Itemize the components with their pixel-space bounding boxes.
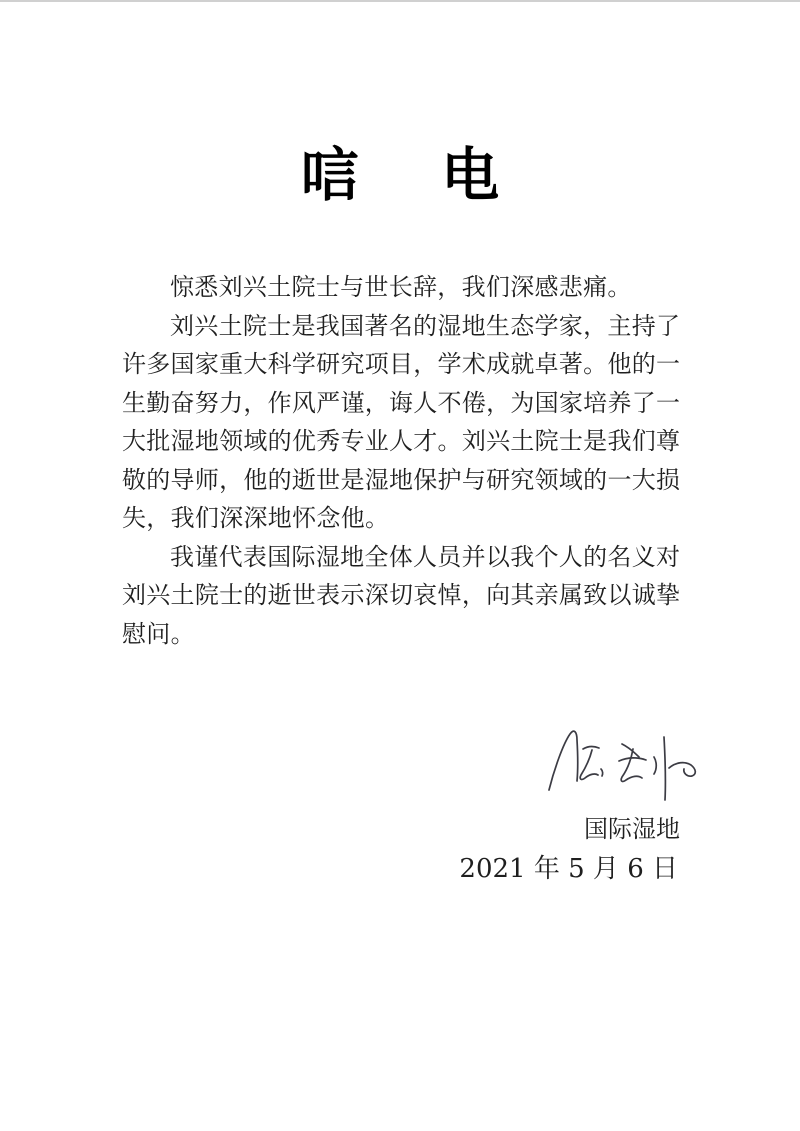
signature-date: 2021 年 5 月 6 日 xyxy=(459,854,678,884)
body-line: 刘兴土院士是我国著名的湿地生态学家，主持了 xyxy=(170,311,680,340)
body-line: 刘兴土院士的逝世表示深切哀悼，向其亲属致以诚挚 xyxy=(122,581,680,609)
letter-title: 唁 电 xyxy=(300,141,500,209)
body-line: 许多国家重大科学研究项目，学术成就卓著。他的一 xyxy=(122,350,680,378)
signature-ink-strokes xyxy=(520,713,730,813)
page-top-edge-line xyxy=(0,0,800,2)
body-line: 生勤奋努力，作风严谨，诲人不倦，为国家培养了一 xyxy=(122,388,680,417)
body-line: 惊悉刘兴土院士与世长辞，我们深感悲痛。 xyxy=(170,273,632,301)
signatory-name: 国际湿地 xyxy=(584,815,680,843)
body-line: 我谨代表国际湿地全体人员并以我个人的名义对 xyxy=(170,542,680,571)
body-line: 敬的导师，他的逝世是湿地保护与研究领域的一大损 xyxy=(122,465,680,494)
body-line: 慰问。 xyxy=(122,619,195,648)
body-line: 大批湿地领域的优秀专业人才。刘兴土院士是我们尊 xyxy=(122,427,680,455)
letter-body xyxy=(122,268,680,653)
handwritten-signature xyxy=(520,713,730,813)
body-line: 失，我们深深地怀念他。 xyxy=(122,504,390,532)
